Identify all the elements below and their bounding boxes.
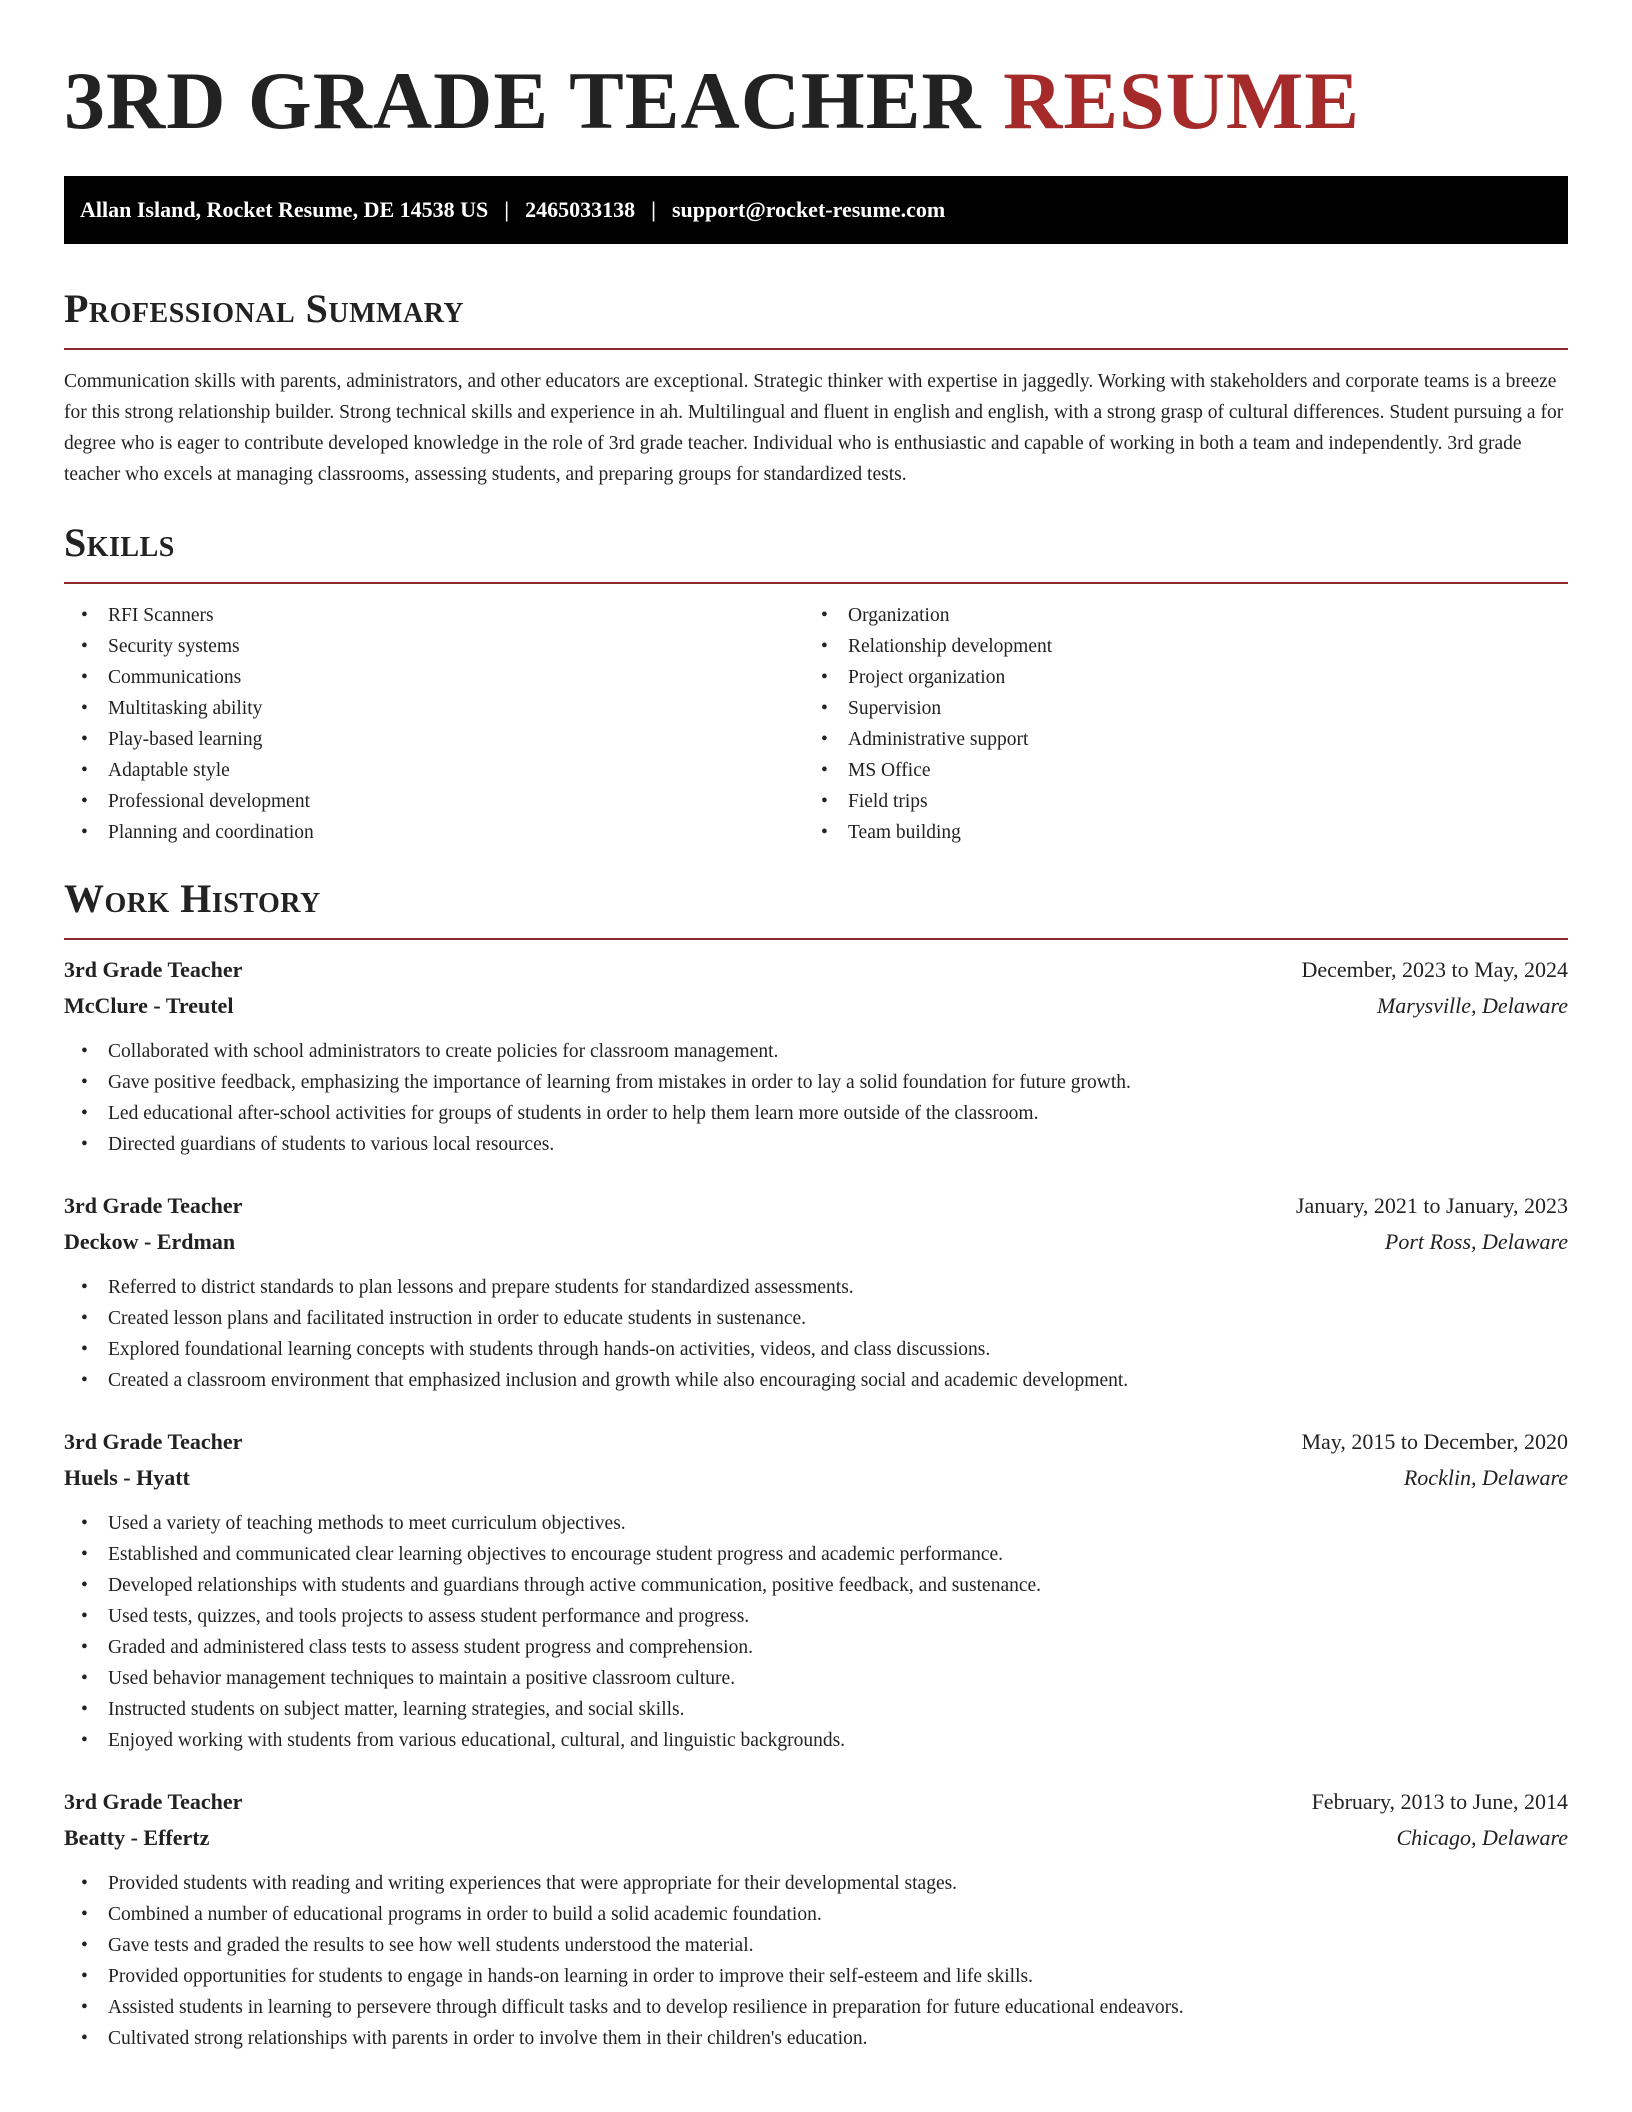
bullet-icon: • <box>821 698 828 719</box>
bullet-icon: • <box>81 1935 88 1956</box>
bullet-icon: • <box>821 667 828 688</box>
job-bullet <box>64 1992 1568 2023</box>
skill-item <box>804 724 1544 755</box>
job-entry <box>64 1784 1568 2054</box>
job-bullet-text: Provided opportunities for students to engage in hands-on learning in order to improve their self-esteem and life skills. <box>108 1966 1033 1987</box>
job-entry <box>64 1424 1568 1756</box>
skill-item-text: Security systems <box>108 636 240 657</box>
bullet-icon: • <box>81 605 88 626</box>
section-divider <box>64 348 1568 350</box>
skill-item-text: Multitasking ability <box>108 698 263 719</box>
job-title: 3rd Grade Teacher <box>64 957 243 982</box>
bullet-icon: • <box>81 760 88 781</box>
bullet-icon: • <box>81 1997 88 2018</box>
job-bullet-text: Enjoyed working with students from various educational, cultural, and linguistic backgrounds. <box>108 1730 846 1751</box>
job-dates: January, 2021 to January, 2023 <box>1295 1193 1568 1218</box>
skill-item-text: Adaptable style <box>108 760 230 781</box>
contact-bar <box>64 176 1568 244</box>
job-location: Marysville, Delaware <box>1376 993 1568 1018</box>
job-bullet-text: Gave tests and graded the results to see how well students understood the material. <box>108 1935 754 1956</box>
job-dates: May, 2015 to December, 2020 <box>1301 1429 1568 1454</box>
job-bullet <box>64 1899 1568 1930</box>
skill-item <box>804 817 1544 848</box>
job-location: Rocklin, Delaware <box>1403 1465 1568 1490</box>
bullet-icon: • <box>821 605 828 626</box>
bullet-icon: • <box>81 1134 88 1155</box>
skill-item-text: Project organization <box>848 667 1006 688</box>
job-dates: February, 2013 to June, 2014 <box>1311 1789 1568 1814</box>
skill-item <box>804 631 1544 662</box>
contact-phone: 2465033138 <box>525 197 636 222</box>
job-bullet <box>64 1930 1568 1961</box>
skill-item <box>804 662 1544 693</box>
bullet-icon: • <box>821 729 828 750</box>
resume-title <box>64 44 1568 158</box>
job-bullet-text: Created lesson plans and facilitated instruction in order to educate students in sustenance. <box>108 1308 807 1329</box>
job-bullet <box>64 1098 1568 1129</box>
job-location: Port Ross, Delaware <box>1384 1229 1568 1254</box>
skill-item <box>804 693 1544 724</box>
contact-separator: | <box>651 197 656 222</box>
skill-item <box>64 724 804 755</box>
bullet-icon: • <box>81 1072 88 1093</box>
title-main: 3RD GRADE TEACHER <box>64 55 982 146</box>
job-title: 3rd Grade Teacher <box>64 1193 243 1218</box>
job-bullet <box>64 1663 1568 1694</box>
bullet-icon: • <box>81 1041 88 1062</box>
skills-column-right <box>804 600 1544 848</box>
job-entry <box>64 952 1568 1160</box>
job-bullet <box>64 1632 1568 1663</box>
bullet-icon: • <box>821 636 828 657</box>
job-bullet-text: Directed guardians of students to various local resources. <box>108 1134 555 1155</box>
bullet-icon: • <box>81 1103 88 1124</box>
skill-item <box>64 600 804 631</box>
bullet-icon: • <box>81 636 88 657</box>
skill-item-text: Field trips <box>848 791 928 812</box>
bullet-icon: • <box>81 1966 88 1987</box>
job-title: 3rd Grade Teacher <box>64 1789 243 1814</box>
job-company: Beatty - Effertz <box>64 1825 210 1850</box>
bullet-icon: • <box>81 1904 88 1925</box>
skill-item <box>804 786 1544 817</box>
bullet-icon: • <box>81 667 88 688</box>
job-title: 3rd Grade Teacher <box>64 1429 243 1454</box>
section-heading-summary: Professional Summary <box>64 286 465 331</box>
job-bullet-text: Used behavior management techniques to maintain a positive classroom culture. <box>108 1668 736 1689</box>
bullet-icon: • <box>81 791 88 812</box>
bullet-icon: • <box>81 1699 88 1720</box>
bullet-icon: • <box>81 1606 88 1627</box>
bullet-icon: • <box>81 1370 88 1391</box>
job-company-row <box>64 1460 1568 1496</box>
skill-item-text: Professional development <box>108 791 310 812</box>
job-bullet-text: Gave positive feedback, emphasizing the importance of learning from mistakes in order to lay a solid foundation for future growth. <box>108 1072 1131 1093</box>
contact-email: support@rocket-resume.com <box>671 197 946 222</box>
work-history-list <box>64 952 1568 2054</box>
job-bullet <box>64 1570 1568 1601</box>
job-header-row <box>64 1424 1568 1460</box>
skill-item-text: Planning and coordination <box>108 822 314 843</box>
job-header-row <box>64 1188 1568 1224</box>
skill-item-text: Supervision <box>848 698 942 719</box>
bullet-icon: • <box>81 1575 88 1596</box>
skill-item-text: Administrative support <box>848 729 1029 750</box>
skill-item <box>804 600 1544 631</box>
bullet-icon: • <box>81 729 88 750</box>
job-bullet-text: Established and communicated clear learning objectives to encourage student progress and academic performance. <box>108 1544 1004 1565</box>
skill-item-text: Relationship development <box>848 636 1053 657</box>
bullet-icon: • <box>81 822 88 843</box>
job-bullet <box>64 1725 1568 1756</box>
bullet-icon: • <box>81 2028 88 2049</box>
bullet-icon: • <box>81 1637 88 1658</box>
job-bullet <box>64 1334 1568 1365</box>
skills-column-left <box>64 600 804 848</box>
job-bullet-text: Created a classroom environment that emphasized inclusion and growth while also encouraging social and academic development. <box>108 1370 1129 1391</box>
job-bullet-text: Cultivated strong relationships with parents in order to involve them in their children's education. <box>108 2028 868 2049</box>
section-divider <box>64 938 1568 940</box>
job-bullet-text: Graded and administered class tests to assess student progress and comprehension. <box>108 1637 753 1658</box>
contact-address: Allan Island, Rocket Resume, DE 14538 US <box>80 197 489 222</box>
section-heading-skills: Skills <box>64 520 175 565</box>
job-bullet <box>64 1272 1568 1303</box>
job-entry <box>64 1188 1568 1396</box>
skill-item <box>804 755 1544 786</box>
bullet-icon: • <box>821 760 828 781</box>
job-bullet-text: Referred to district standards to plan lessons and prepare students for standardized assessments. <box>108 1277 854 1298</box>
job-bullet-text: Collaborated with school administrators to create policies for classroom management. <box>108 1041 779 1062</box>
job-bullet <box>64 1508 1568 1539</box>
job-company: Huels - Hyatt <box>64 1465 190 1490</box>
job-company-row <box>64 988 1568 1024</box>
skill-item <box>64 693 804 724</box>
contact-separator: | <box>504 197 510 222</box>
job-bullet-text: Explored foundational learning concepts with students through hands-on activities, videos, and class discussions. <box>108 1339 991 1360</box>
job-bullet-text: Developed relationships with students and guardians through active communication, positive feedback, and sustenance. <box>108 1575 1042 1596</box>
skill-item <box>64 786 804 817</box>
job-bullets <box>64 1272 1568 1396</box>
job-header-row <box>64 1784 1568 1820</box>
job-dates: December, 2023 to May, 2024 <box>1301 957 1568 982</box>
job-bullet-text: Used tests, quizzes, and tools projects to assess student performance and progress. <box>108 1606 750 1627</box>
job-location: Chicago, Delaware <box>1396 1825 1568 1850</box>
job-bullet <box>64 1694 1568 1725</box>
section-divider <box>64 582 1568 584</box>
section-heading-work: Work History <box>64 876 321 921</box>
job-bullet <box>64 1036 1568 1067</box>
bullet-icon: • <box>81 1277 88 1298</box>
job-bullet-text: Used a variety of teaching methods to meet curriculum objectives. <box>108 1513 626 1534</box>
bullet-icon: • <box>821 822 828 843</box>
job-company: McClure - Treutel <box>64 993 234 1018</box>
job-bullet <box>64 1868 1568 1899</box>
skills-section <box>64 518 1568 848</box>
job-bullet <box>64 1067 1568 1098</box>
bullet-icon: • <box>81 698 88 719</box>
job-bullet <box>64 1539 1568 1570</box>
job-bullet <box>64 1961 1568 1992</box>
work-section <box>64 874 1568 2054</box>
skill-item <box>64 817 804 848</box>
job-company: Deckow - Erdman <box>64 1229 236 1254</box>
job-bullet <box>64 1601 1568 1632</box>
job-company-row <box>64 1820 1568 1856</box>
job-bullets <box>64 1868 1568 2054</box>
job-bullet-text: Assisted students in learning to persevere through difficult tasks and to develop resilience in preparation for future educational endeavors. <box>108 1997 1184 2018</box>
summary-text: Communication skills with parents, administrators, and other educators are exceptional. Strategic thinker with expertise in jaggedly. Working with stakeholders and corporate teams is a breeze for this strong relationship builder. Strong technical skills and experience in ah. Multilingual and fluent in english and english, with a strong grasp of cultural differences. Student pursuing a for degree who is eager to contribute developed knowledge in the role of 3rd grade teacher. Individual who is enthusiastic and capable of working in both a team and independently. 3rd grade teacher who excels at managing classrooms, assessing students, and preparing groups for standardized tests. <box>64 371 1564 485</box>
bullet-icon: • <box>81 1668 88 1689</box>
job-bullet-text: Combined a number of educational programs in order to build a solid academic foundation. <box>108 1904 822 1925</box>
bullet-icon: • <box>81 1339 88 1360</box>
bullet-icon: • <box>81 1544 88 1565</box>
skill-item-text: Communications <box>108 667 242 688</box>
skill-item-text: Organization <box>848 605 950 626</box>
skill-item-text: RFI Scanners <box>108 605 214 626</box>
job-bullet-text: Led educational after-school activities for groups of students in order to help them learn more outside of the classroom. <box>108 1103 1039 1124</box>
job-company-row <box>64 1224 1568 1260</box>
job-bullet <box>64 1365 1568 1396</box>
bullet-icon: • <box>81 1308 88 1329</box>
bullet-icon: • <box>81 1730 88 1751</box>
skill-item-text: Team building <box>848 822 961 843</box>
bullet-icon: • <box>81 1513 88 1534</box>
title-accent: RESUME <box>1003 55 1360 146</box>
job-bullet <box>64 1129 1568 1160</box>
job-bullet <box>64 2023 1568 2054</box>
bullet-icon: • <box>81 1873 88 1894</box>
bullet-icon: • <box>821 791 828 812</box>
skill-item-text: MS Office <box>848 760 931 781</box>
skill-item <box>64 631 804 662</box>
job-bullet <box>64 1303 1568 1334</box>
skills-list <box>64 600 1568 848</box>
job-bullets <box>64 1508 1568 1756</box>
skill-item <box>64 755 804 786</box>
job-bullet-text: Instructed students on subject matter, learning strategies, and social skills. <box>108 1699 685 1720</box>
skill-item <box>64 662 804 693</box>
job-header-row <box>64 952 1568 988</box>
job-bullet-text: Provided students with reading and writing experiences that were appropriate for their developmental stages. <box>108 1873 958 1894</box>
job-bullets <box>64 1036 1568 1160</box>
skill-item-text: Play-based learning <box>108 729 263 750</box>
summary-section <box>64 284 1568 490</box>
